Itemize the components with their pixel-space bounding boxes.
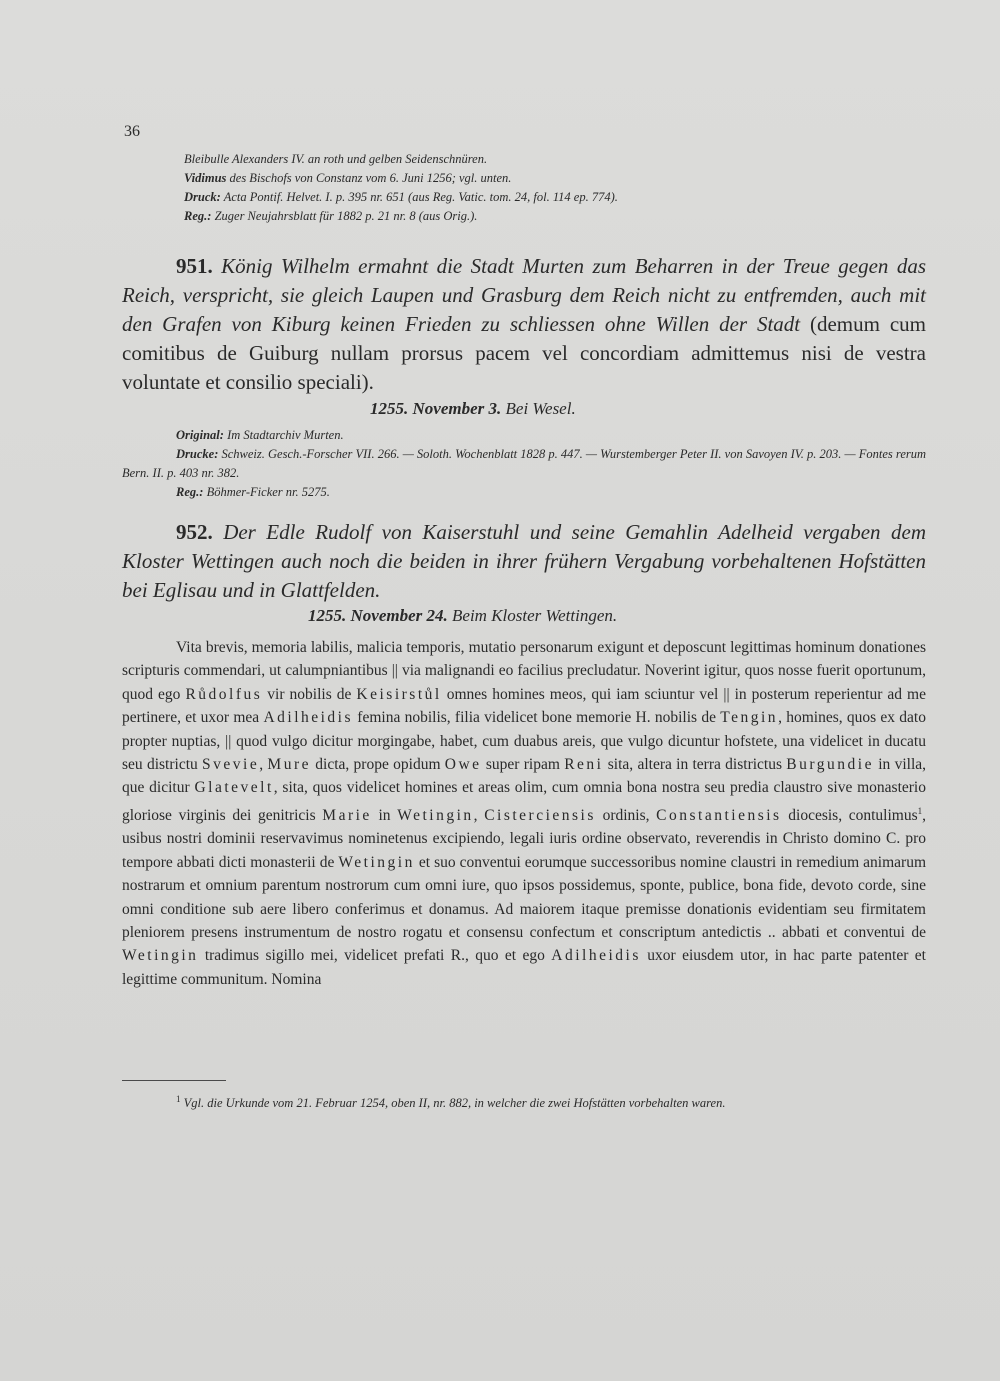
charter-text: in xyxy=(371,807,398,824)
page-number: 36 xyxy=(124,123,140,140)
footnote-reference: 1 xyxy=(917,805,923,816)
entry-952-year: 1255. xyxy=(308,606,347,625)
entry-952-summary: Der Edle Rudolf von Kaiserstuhl und seine Gemahlin Adelheid vergaben dem Kloster Wettingen auch noch die beiden in ihrer frühern Vergabung vorbehaltenen Hofstätten bei Eglisau und in Glattfelden. xyxy=(122,520,926,602)
original-label: Original: xyxy=(176,428,224,442)
druck-text: Acta Pontif. Helvet. I. p. 395 nr. 651 (aus Reg. Vatic. tom. 24, fol. 114 ep. 774). xyxy=(220,190,618,204)
person-name: Adilheidis xyxy=(263,709,354,727)
order-name: Cisterciensis xyxy=(484,807,596,824)
footnote-text: Vgl. die Urkunde vom 21. Februar 1254, oben II, nr. 882, in welcher die zwei Hofstätten vorbehalten waren. xyxy=(180,1096,726,1111)
entry-952-dateline xyxy=(308,606,617,626)
entry-951-sources xyxy=(122,426,926,502)
entry-951-place: Bei Wesel. xyxy=(505,399,576,418)
entry-951-number: 951. xyxy=(176,254,213,278)
seal-note xyxy=(184,150,924,169)
charter-text: tradimus sigillo mei, videlicet prefati R., quo et ego xyxy=(198,947,552,965)
place-name: Wetingin xyxy=(397,807,474,824)
place-name: Glatevelt xyxy=(194,779,274,797)
person-name: Růdolfus xyxy=(185,685,263,703)
footnote-mark: 1 xyxy=(176,1094,181,1104)
person-name: Adilheidis xyxy=(551,947,641,965)
vidimus-label: Vidimus xyxy=(184,171,227,185)
vidimus-text: des Bischofs von Constanz vom 6. Juni 1256; vgl. unten. xyxy=(226,171,512,185)
charter-text: , usibus nostri dominii reservavimus nominetenus excipiendo, legali iuris ordine observato, reverendis in Christo domino C. pro tempore abbati dicti monasterii de xyxy=(122,807,926,871)
entry-951-heading xyxy=(122,252,926,397)
entry-952-charter-text xyxy=(122,636,926,991)
drucke-text: Schweiz. Gesch.-Forscher VII. 266. — Soloth. Wochenblatt 1828 p. 447. — Wurstemberger Peter II. von Savoyen IV. p. 203. — Fontes rerum Bern. II. p. 403 nr. 382. xyxy=(122,447,927,480)
druck-note xyxy=(184,188,924,207)
druck-label: Druck: xyxy=(184,190,221,204)
charter-text: uxor eiusdem utor, in hac parte patenter et legittime communitum. Nomina xyxy=(122,947,926,988)
diocese-name: Constantiensis xyxy=(656,807,782,824)
entry-952-day: November 24. xyxy=(350,606,448,625)
place-name: Svevie xyxy=(202,756,260,774)
charter-text: diocesis, contulimus xyxy=(781,807,918,824)
charter-text: vir nobilis de xyxy=(262,685,357,703)
person-name: Marie xyxy=(322,807,372,824)
reg-label: Reg.: xyxy=(184,209,212,223)
entry-951-summary: König Wilhelm ermahnt die Stadt Murten zum Beharren in der Treue gegen das Reich, verspricht, sie gleich Laupen und Grasburg dem Reich nicht zu entfremden, auch mit den Grafen von Kiburg keinen Frieden zu schliessen ohne Willen der Stadt xyxy=(122,254,926,336)
charter-text: sita, altera in terra districtus xyxy=(603,756,787,774)
entry-951-original xyxy=(122,426,926,445)
place-name: Owe xyxy=(444,756,482,774)
reg-text: Zuger Neujahrsblatt für 1882 p. 21 nr. 8 (aus Orig.). xyxy=(211,209,478,223)
footnote-divider xyxy=(122,1080,226,1081)
entry-951-dateline xyxy=(370,399,576,419)
charter-text: , homines, quos ex dato propter nuptias, || quod vulgo dicitur morgingabe, habet, cum duabus areis, que vulgo dicuntur hofstete, una videlicet in ducatu seu districtu xyxy=(122,709,926,774)
reg-951-label: Reg.: xyxy=(176,485,204,499)
charter-text: dicta, prope opidum xyxy=(310,756,445,774)
charter-text: in villa, que dicitur xyxy=(122,756,927,797)
place-name: Wetingin xyxy=(338,853,415,871)
entry-952-heading xyxy=(122,518,926,605)
charter-text: super ripam xyxy=(481,756,565,774)
charter-text: omnes homines meos, qui iam sciuntur vel || in posterum reperientur ad me pertinere, et uxor mea xyxy=(122,685,926,727)
charter-paragraph xyxy=(122,636,926,991)
preceding-entry-notes xyxy=(184,150,924,226)
vidimus-note xyxy=(184,169,924,188)
charter-text: et suo conventui eorumque successoribus nomine claustri in remedium animarum nostrarum et omnium parentum nostrorum cum omni iure, quo ipsos possidemus, sponte, publice, bona fide, devoto corde, sine omni conditione sub aere libero conferimus et donamus. Ad maiorem itaque premisse donationis evidentiam seu firmitatem pleniorem presens instrumentum de nostro rogatu et consensu confectum et conscriptum antedictis .. abbati et conventui de xyxy=(122,853,927,942)
charter-text: femina nobilis, filia videlicet bone memorie H. nobilis de xyxy=(353,709,721,727)
drucke-label: Drucke: xyxy=(176,447,219,461)
place-name: Burgundie xyxy=(786,756,874,774)
place-name: Wetingin xyxy=(122,947,199,965)
charter-text: , sita, quos videlicet homines et areas olim, cum omnia bona nostra seu predia claustro sive monasterio gloriose virginis dei genitricis xyxy=(122,779,926,824)
entry-951-day: November 3. xyxy=(412,399,502,418)
place-name: Tengin xyxy=(720,709,779,727)
reg-note xyxy=(184,207,924,226)
seal-note-text: Bleibulle Alexanders IV. an roth und gelben Seidenschnüren. xyxy=(184,152,488,166)
footnote xyxy=(122,1090,926,1113)
entry-951-drucke xyxy=(122,445,926,483)
charter-text: Vita brevis, memoria labilis, malicia temporis, mutatio personarum exigunt et deposcunt legittimas hominum donationes scripturis commendari, ut calumpniantibus || via malignandi eo facilius precludatur. Noverint igitur, quos nosse fuerit oportunum, quod ego xyxy=(122,639,926,703)
entry-952-number: 952. xyxy=(176,520,213,544)
place-name: Mure xyxy=(267,756,311,774)
entry-951-reg xyxy=(122,483,926,502)
original-text: Im Stadtarchiv Murten. xyxy=(223,428,344,442)
charter-text: , xyxy=(473,807,485,824)
charter-text: , xyxy=(259,756,268,774)
charter-text: ordinis, xyxy=(595,807,657,824)
entry-952-place: Beim Kloster Wettingen. xyxy=(452,606,618,625)
entry-951-year: 1255. xyxy=(370,399,409,418)
place-name: Keisirstůl xyxy=(356,685,442,703)
place-name: Reni xyxy=(564,756,604,774)
reg-951-text: Böhmer-Ficker nr. 5275. xyxy=(203,485,330,499)
entry-951-latin-quote: (demum cum comitibus de Guiburg nullam prorsus pacem vel concordiam admittemus nisi de vestra voluntate et consilio speciali). xyxy=(122,312,926,394)
